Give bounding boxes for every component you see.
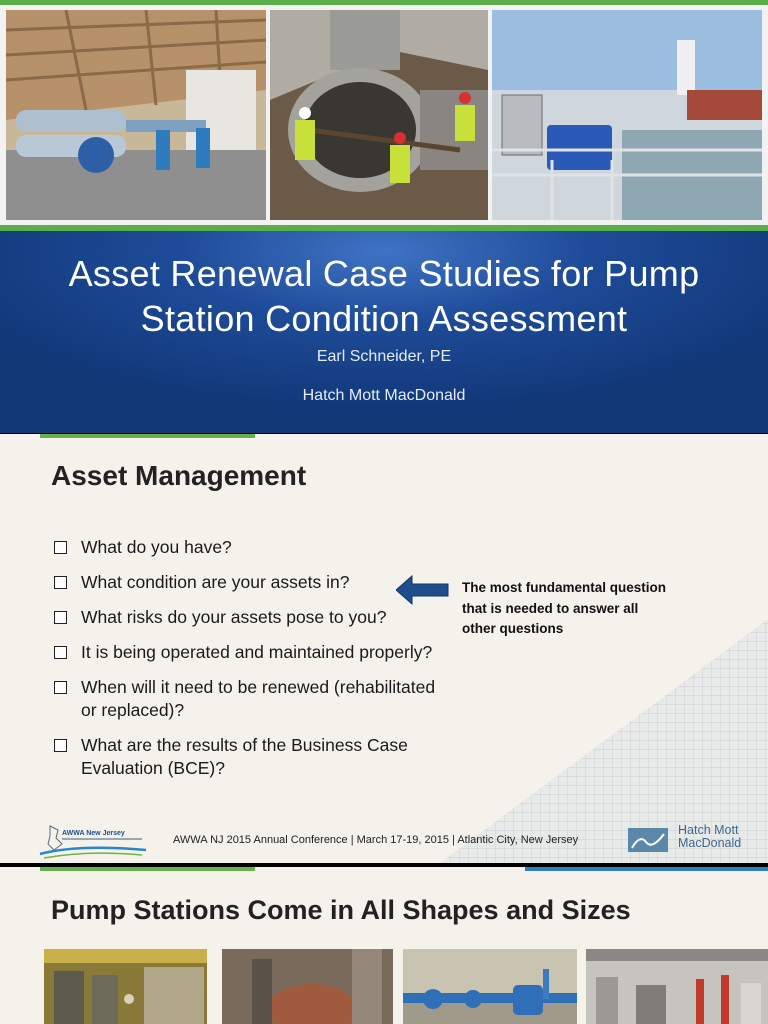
bullet-item: What are the results of the Business Case Evaluation (BCE)? (52, 734, 442, 780)
hmm-logo-mark (628, 828, 668, 852)
checkbox-bullet-icon (54, 646, 67, 659)
pipe-installation-photo (270, 10, 488, 220)
hmm-logo-text: Hatch Mott MacDonald (678, 823, 742, 850)
presentation-title: Asset Renewal Case Studies for Pump Station Condition Assessment (68, 253, 700, 339)
conference-footer-text: AWWA NJ 2015 Annual Conference | March 17-19, 2015 | Atlantic City, New Jersey (173, 834, 579, 846)
slide-accent-bar-right (525, 867, 768, 871)
company-name: Hatch Mott MacDonald (302, 387, 466, 404)
left-arrow-icon (396, 575, 450, 605)
pump-hall-photo (6, 10, 266, 220)
author-name: Earl Schneider, PE (316, 348, 452, 365)
slide-accent-bar (40, 434, 255, 438)
slide-title: Pump Stations Come in All Shapes and Sizes (51, 895, 631, 925)
pump-stations-slide (0, 867, 768, 1024)
bullet-item: It is being operated and maintained properly? (52, 641, 442, 664)
svg-text:AWWA New Jersey: AWWA New Jersey (62, 830, 125, 837)
checkbox-bullet-icon (54, 681, 67, 694)
title-panel (0, 231, 768, 433)
bullet-item: What risks do your assets pose to you? (52, 606, 442, 629)
checkbox-bullet-icon (54, 541, 67, 554)
pump-station-photo-1 (44, 949, 207, 1024)
slide-title: Asset Management (51, 460, 307, 491)
pump-station-photo-4 (586, 949, 768, 1024)
checkbox-bullet-icon (54, 611, 67, 624)
title-slide (0, 0, 768, 433)
callout-text: The most fundamental question that is needed to answer all other questions (462, 580, 667, 636)
bullet-list (52, 536, 442, 792)
slide-accent-bar-left (40, 867, 255, 871)
bullet-item: When will it need to be renewed (rehabilitated or replaced)? (52, 676, 442, 722)
bullet-item: What condition are your assets in? (52, 571, 442, 594)
pump-station-photo-2 (222, 949, 393, 1024)
bullet-item: What do you have? (52, 536, 442, 559)
photo-strip (0, 5, 768, 225)
treatment-plant-photo (492, 10, 762, 220)
awwa-nj-logo (38, 824, 150, 860)
checkbox-bullet-icon (54, 739, 67, 752)
asset-management-slide (0, 434, 768, 863)
slide-footer (0, 824, 768, 863)
checkbox-bullet-icon (54, 576, 67, 589)
pump-station-photo-3 (403, 949, 577, 1024)
